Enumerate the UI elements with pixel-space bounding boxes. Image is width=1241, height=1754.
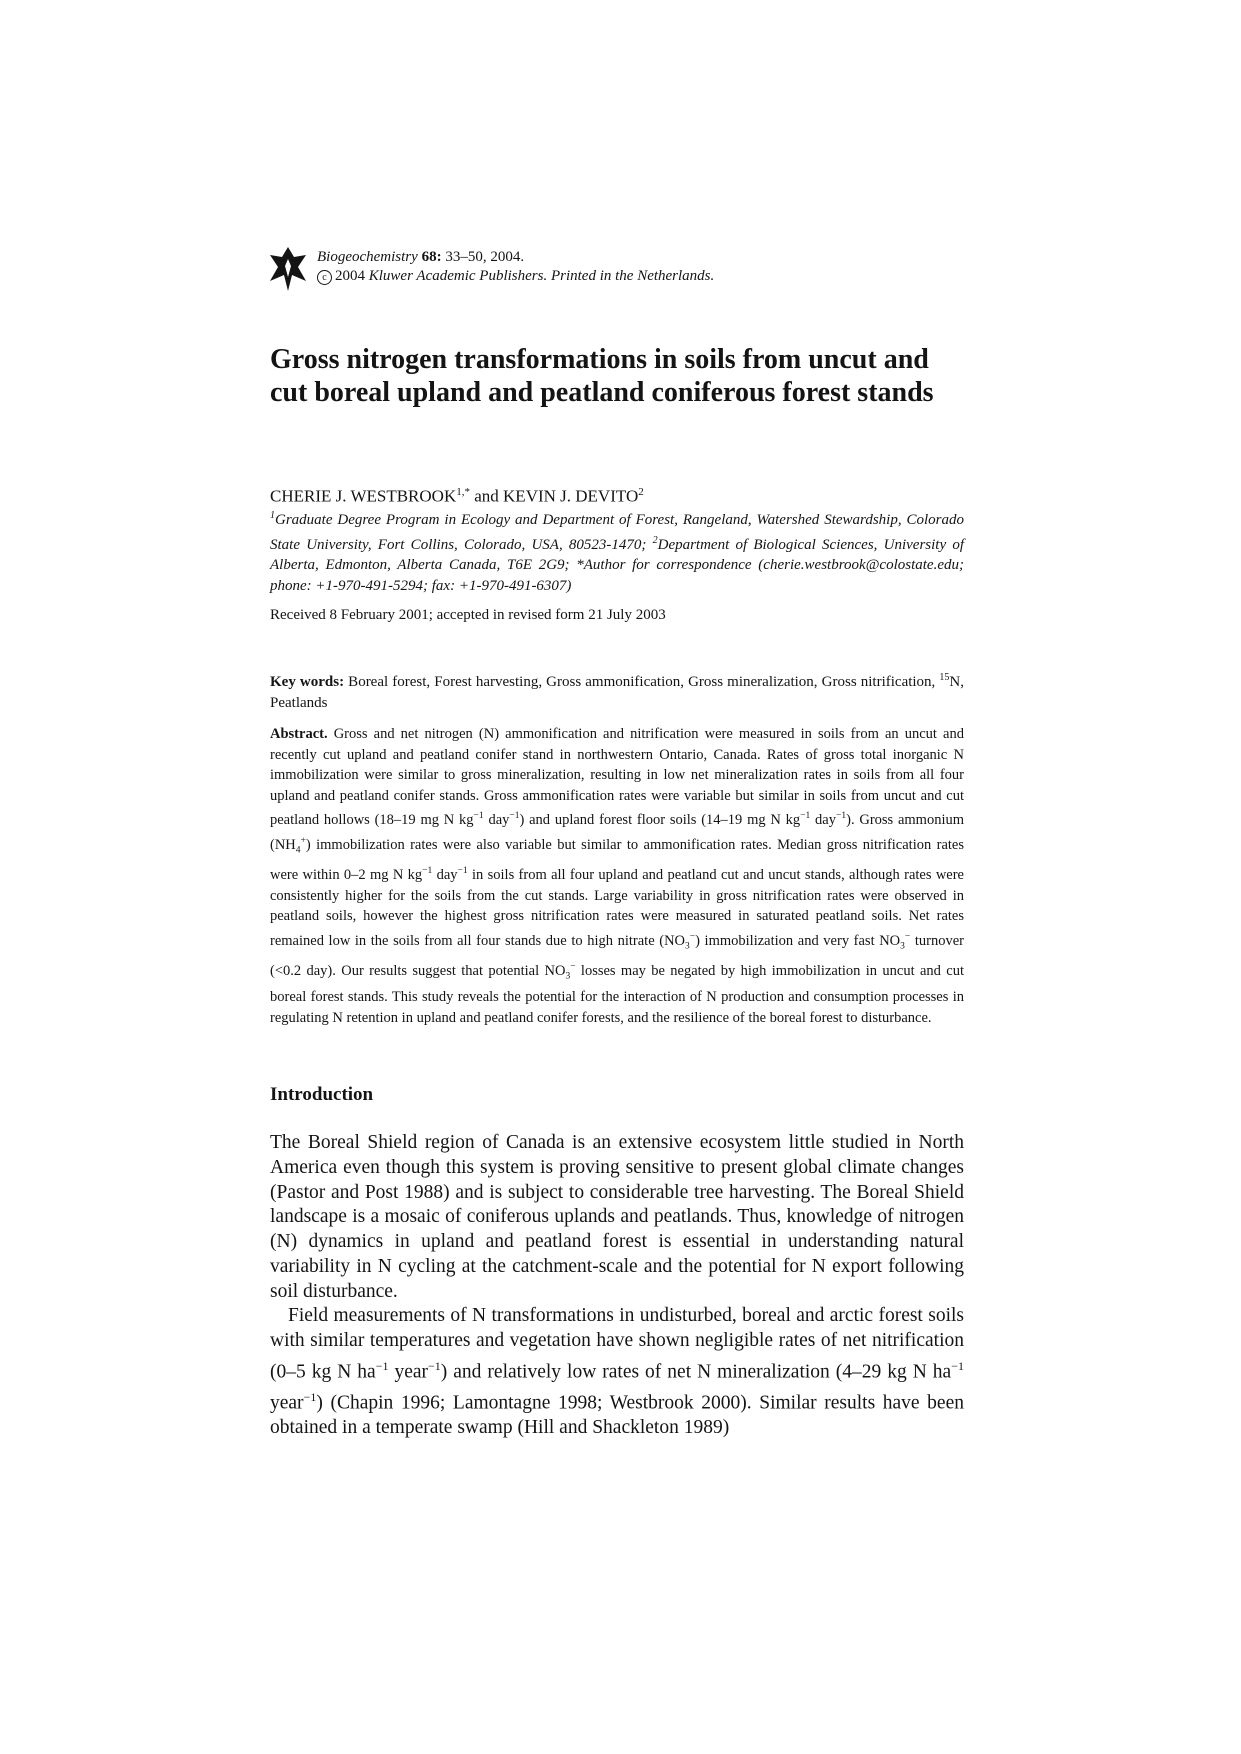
formula-charge: −	[689, 931, 696, 942]
affiliation-mark-2: 2	[652, 534, 658, 546]
paper-title: Gross nitrogen transformations in soils from uncut and cut boreal upland and peatland coniferous forest stands	[270, 344, 934, 408]
publisher-note: Kluwer Academic Publishers. Printed in the Netherlands.	[368, 268, 715, 284]
exponent: −1	[422, 866, 433, 877]
formula-charge: −	[570, 962, 576, 973]
publisher-logo-icon	[270, 247, 306, 291]
exponent: −1	[303, 1389, 317, 1404]
introduction-paragraph-1: The Boreal Shield region of Canada is an extensive ecosystem little studied in North America even though this system is proving sensitive to present global climate changes (Pastor and Post 1988) and is subject to considerable tree harvesting. The Boreal Shield landscape is a mosaic of coniferous uplands and peatlands. Thus, knowledge of nitrogen (N) dynamics in upland and peatland forest is essential in understanding natural variability in N cycling at the catchment-scale and the potential for N export following soil disturbance.	[270, 1132, 964, 1302]
abstract-text: day	[483, 812, 510, 829]
keywords-text-b: N, Peatlands	[270, 674, 964, 711]
abstract-text: losses may be negated by high immobilization in uncut and cut boreal forest stands. This study reveals the potential for the interaction of N production and consumption processes in regulating N retention in upland and peatland conifer forests, and the resilience of the boreal forest to disturbance.	[270, 962, 964, 1026]
abstract-text: in soils from all four upland and peatland cut and uncut stands, although rates were consistently higher for the soils from the cut stands. Large variability in gross nitrification rates were observed in peatland soils, however the highest gross nitrification rates were measured in saturated peatland soils. Net rates remained low in the soils from all four stands due to high nitrate (NO	[270, 866, 964, 949]
formula-subscript: 3	[685, 941, 690, 952]
abstract-text: ) immobilization rates were also variable but similar to ammonification rates. Median gross nitrification rates were within 0–2 mg N kg	[270, 836, 964, 883]
affiliations	[270, 506, 964, 596]
exponent: −1	[951, 1358, 964, 1373]
formula-subscript: 4	[295, 845, 301, 856]
abstract-text: ) and upland forest floor soils (14–19 mg N kg	[519, 812, 801, 829]
affiliation-2: Department of Biological Sciences, University of Alberta, Edmonton, Alberta Canada, T6E 2G9; *Author for correspondence (cherie.westbrook@colostate.edu; phone: +1-970-491-5294; fax: +1-970-491-6307)	[270, 536, 964, 594]
keywords-label: Key words:	[270, 674, 345, 690]
abstract-label: Abstract.	[270, 726, 328, 742]
author-2: KEVIN J. DEVITO	[503, 486, 639, 506]
body-text: ) and relatively low rates of net N mineralization (4–29 kg N ha	[440, 1361, 952, 1383]
abstract-text: ) immobilization and very fast NO	[695, 932, 901, 949]
exponent: −1	[473, 811, 484, 822]
journal-pages-year: 33–50, 2004.	[441, 249, 525, 265]
abstract	[270, 724, 964, 1029]
journal-name: Biogeochemistry	[317, 249, 418, 265]
isotope-mass: 15	[939, 672, 950, 683]
journal-citation	[317, 248, 524, 267]
author-conj: and	[469, 486, 504, 506]
abstract-text: Gross and net nitrogen (N) ammonification and nitrification were measured in soils from an uncut and recently cut upland and peatland conifer stand in northwestern Ontario, Canada. Rates of gross total inorganic N immobilization were similar to gross mineralization, resulting in low net mineralization rates in soils from all four upland and peatland conifer stands. Gross ammonification rates were variable but similar in soils from uncut and cut peatland hollows (18–19 mg N kg	[270, 726, 964, 829]
exponent: −1	[428, 1358, 441, 1373]
exponent: −1	[509, 811, 520, 822]
author-line	[270, 481, 644, 508]
formula-charge: +	[300, 835, 306, 846]
received-dates: Received 8 February 2001; accepted in revised form 21 July 2003	[270, 607, 666, 623]
abstract-text: day	[432, 866, 458, 883]
exponent: −1	[800, 811, 811, 822]
author-1-marks: 1,*	[456, 486, 470, 498]
body-text: year	[270, 1392, 304, 1414]
formula-subscript: 3	[565, 971, 571, 982]
abstract-text: day	[810, 812, 836, 829]
abstract-text: turnover (<0.2 day). Our results suggest that potential NO	[270, 932, 964, 979]
journal-copyright	[317, 267, 714, 286]
journal-volume: 68:	[421, 249, 442, 265]
formula-charge: −	[904, 931, 911, 942]
introduction-paragraph-2	[270, 1304, 964, 1441]
body-text: year	[388, 1361, 429, 1383]
abstract-text: ). Gross ammonium (NH	[270, 812, 965, 853]
keywords-text-a: Boreal forest, Forest harvesting, Gross ammonification, Gross mineralization, Gross nitrification,	[344, 674, 940, 690]
affiliation-mark-1: 1	[270, 510, 275, 521]
author-1: CHERIE J. WESTBROOK	[270, 486, 457, 506]
exponent: −1	[457, 866, 468, 877]
affiliation-1: Graduate Degree Program in Ecology and Department of Forest, Rangeland, Watershed Stewardship, Colorado State University, Fort Collins, Colorado, USA, 80523-1470;	[270, 512, 964, 553]
formula-subscript: 3	[900, 941, 905, 952]
exponent: −1	[375, 1358, 389, 1373]
copyright-year: 2004	[335, 268, 365, 284]
body-text: ) (Chapin 1996; Lamontagne 1998; Westbrook 2000). Similar results have been obtained in a temperate swamp (Hill and Shackleton 1989)	[270, 1392, 964, 1439]
section-heading-introduction: Introduction	[270, 1084, 374, 1105]
body-text: Field measurements of N transformations in undisturbed, boreal and arctic forest soils with similar temperatures and vegetation have shown negligible rates of net nitrification (0–5 kg N ha	[270, 1305, 964, 1383]
author-2-marks: 2	[638, 486, 644, 498]
copyright-symbol: c	[317, 270, 332, 285]
keywords	[270, 668, 964, 713]
exponent: −1	[836, 811, 847, 822]
